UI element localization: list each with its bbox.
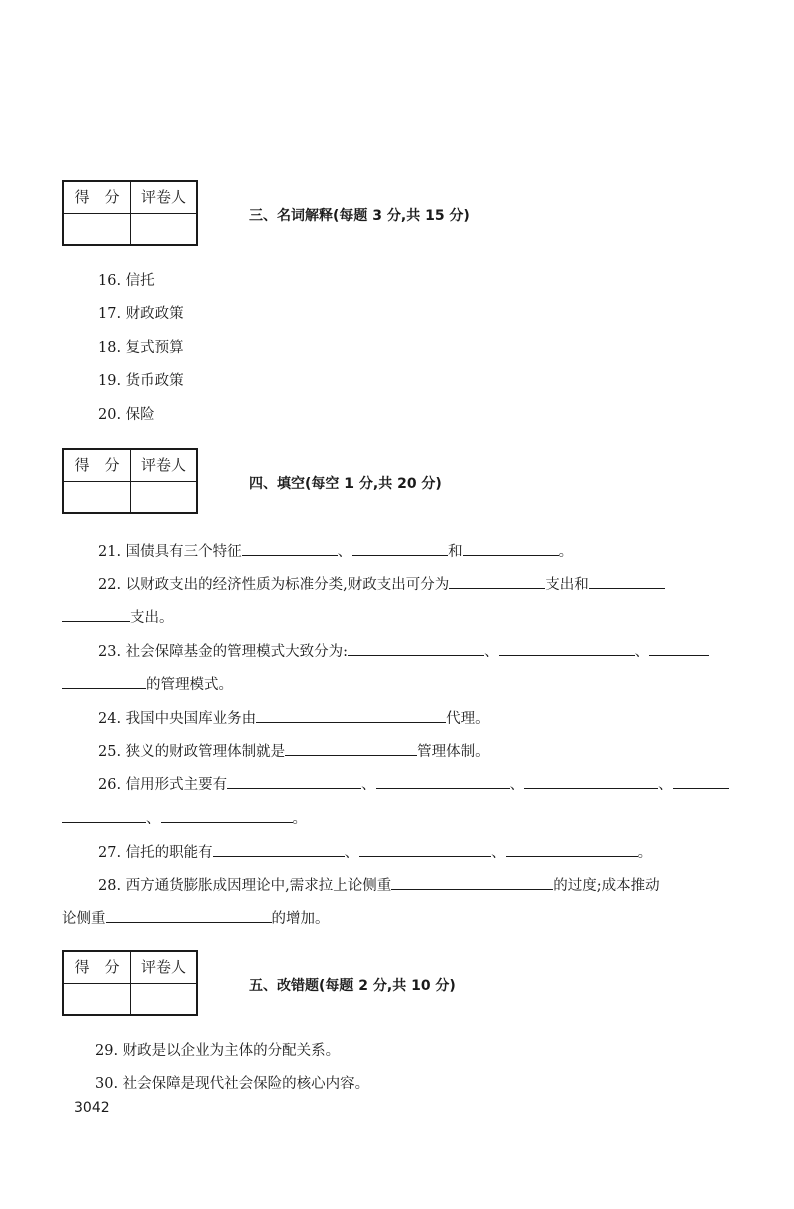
score-box-section3 bbox=[62, 180, 198, 246]
blank bbox=[62, 606, 130, 622]
q23-end: 的管理模式。 bbox=[146, 677, 233, 693]
question-28-cont bbox=[62, 907, 330, 929]
blank bbox=[359, 841, 491, 857]
question-17: 17. 财政政策 bbox=[98, 306, 184, 322]
q24-end: 代理。 bbox=[446, 711, 490, 727]
q28-text: 28. 西方通货膨胀成因理论中,需求拉上论侧重 bbox=[98, 878, 392, 894]
q28-mid: 的过度;成本推动 bbox=[553, 878, 660, 894]
q21-end: 。 bbox=[558, 544, 574, 560]
q27-sep1: 、 bbox=[344, 845, 360, 861]
question-26-cont bbox=[62, 807, 307, 829]
q23-sep2: 、 bbox=[634, 644, 650, 660]
blank bbox=[227, 773, 361, 789]
q26-sep1: 、 bbox=[361, 777, 376, 793]
q27-end: 。 bbox=[637, 845, 653, 861]
q25-end: 管理体制。 bbox=[417, 744, 490, 760]
question-22 bbox=[98, 573, 665, 595]
grader-label: 评卷人 bbox=[131, 450, 196, 482]
q25-text: 25. 狭义的财政管理体制就是 bbox=[98, 744, 286, 760]
question-23 bbox=[98, 640, 709, 662]
grader-entry bbox=[131, 214, 196, 244]
page-number: 3042 bbox=[74, 1100, 110, 1116]
q24-text: 24. 我国中央国库业务由 bbox=[98, 711, 257, 727]
section3-title: 三、名词解释(每题 3 分,共 15 分) bbox=[249, 208, 470, 224]
question-24 bbox=[98, 707, 490, 729]
blank bbox=[352, 540, 448, 556]
blank bbox=[62, 673, 146, 689]
blank bbox=[62, 807, 146, 823]
question-18: 18. 复式预算 bbox=[98, 340, 184, 356]
q26-sep4: 、 bbox=[146, 811, 161, 827]
q21-and: 和 bbox=[448, 544, 463, 560]
blank bbox=[376, 773, 510, 789]
blank bbox=[589, 573, 665, 589]
blank bbox=[499, 640, 635, 656]
blank bbox=[649, 640, 709, 656]
q21-text: 21. 国债具有三个特征 bbox=[98, 544, 242, 560]
blank bbox=[348, 640, 484, 656]
grader-entry bbox=[131, 984, 196, 1014]
blank bbox=[391, 874, 553, 890]
blank bbox=[242, 540, 338, 556]
score-label: 得 分 bbox=[64, 952, 131, 984]
blank bbox=[506, 841, 638, 857]
question-19: 19. 货币政策 bbox=[98, 373, 184, 389]
question-26 bbox=[98, 773, 729, 795]
q27-text: 27. 信托的职能有 bbox=[98, 845, 213, 861]
q28-end: 的增加。 bbox=[271, 911, 330, 927]
score-entry bbox=[64, 214, 131, 244]
q26-sep3: 、 bbox=[658, 777, 673, 793]
question-28 bbox=[98, 874, 660, 896]
blank bbox=[106, 907, 272, 923]
score-entry bbox=[64, 984, 131, 1014]
blank bbox=[449, 573, 545, 589]
blank bbox=[213, 841, 345, 857]
question-22-cont bbox=[62, 606, 174, 628]
q23-sep1: 、 bbox=[484, 644, 499, 660]
score-label: 得 分 bbox=[64, 182, 131, 214]
score-label: 得 分 bbox=[64, 450, 131, 482]
q27-sep2: 、 bbox=[491, 845, 506, 861]
question-23-cont bbox=[62, 673, 233, 695]
blank bbox=[256, 707, 446, 723]
question-29: 29. 财政是以企业为主体的分配关系。 bbox=[95, 1043, 341, 1059]
blank bbox=[673, 773, 729, 789]
blank bbox=[463, 540, 559, 556]
q22-mid: 支出和 bbox=[545, 577, 589, 593]
score-box-section5 bbox=[62, 950, 198, 1016]
question-16: 16. 信托 bbox=[98, 273, 155, 289]
question-27 bbox=[98, 841, 652, 863]
q26-text: 26. 信用形式主要有 bbox=[98, 777, 228, 793]
q26-end: 。 bbox=[292, 811, 307, 827]
question-20: 20. 保险 bbox=[98, 407, 155, 423]
blank bbox=[161, 807, 293, 823]
question-21 bbox=[98, 540, 573, 562]
blank bbox=[285, 740, 417, 756]
question-25 bbox=[98, 740, 490, 762]
q28-cont-text: 论侧重 bbox=[62, 911, 106, 927]
section4-title: 四、填空(每空 1 分,共 20 分) bbox=[249, 476, 442, 492]
q22-end: 支出。 bbox=[130, 610, 174, 626]
q23-text: 23. 社会保障基金的管理模式大致分为: bbox=[98, 644, 349, 660]
blank bbox=[524, 773, 658, 789]
q22-text: 22. 以财政支出的经济性质为标准分类,财政支出可分为 bbox=[98, 577, 450, 593]
q26-sep2: 、 bbox=[509, 777, 525, 793]
q21-sep: 、 bbox=[337, 544, 353, 560]
grader-label: 评卷人 bbox=[131, 182, 196, 214]
score-entry bbox=[64, 482, 131, 512]
section5-title: 五、改错题(每题 2 分,共 10 分) bbox=[249, 978, 456, 994]
grader-entry bbox=[131, 482, 196, 512]
grader-label: 评卷人 bbox=[131, 952, 196, 984]
question-30: 30. 社会保障是现代社会保险的核心内容。 bbox=[95, 1076, 370, 1092]
score-box-section4 bbox=[62, 448, 198, 514]
